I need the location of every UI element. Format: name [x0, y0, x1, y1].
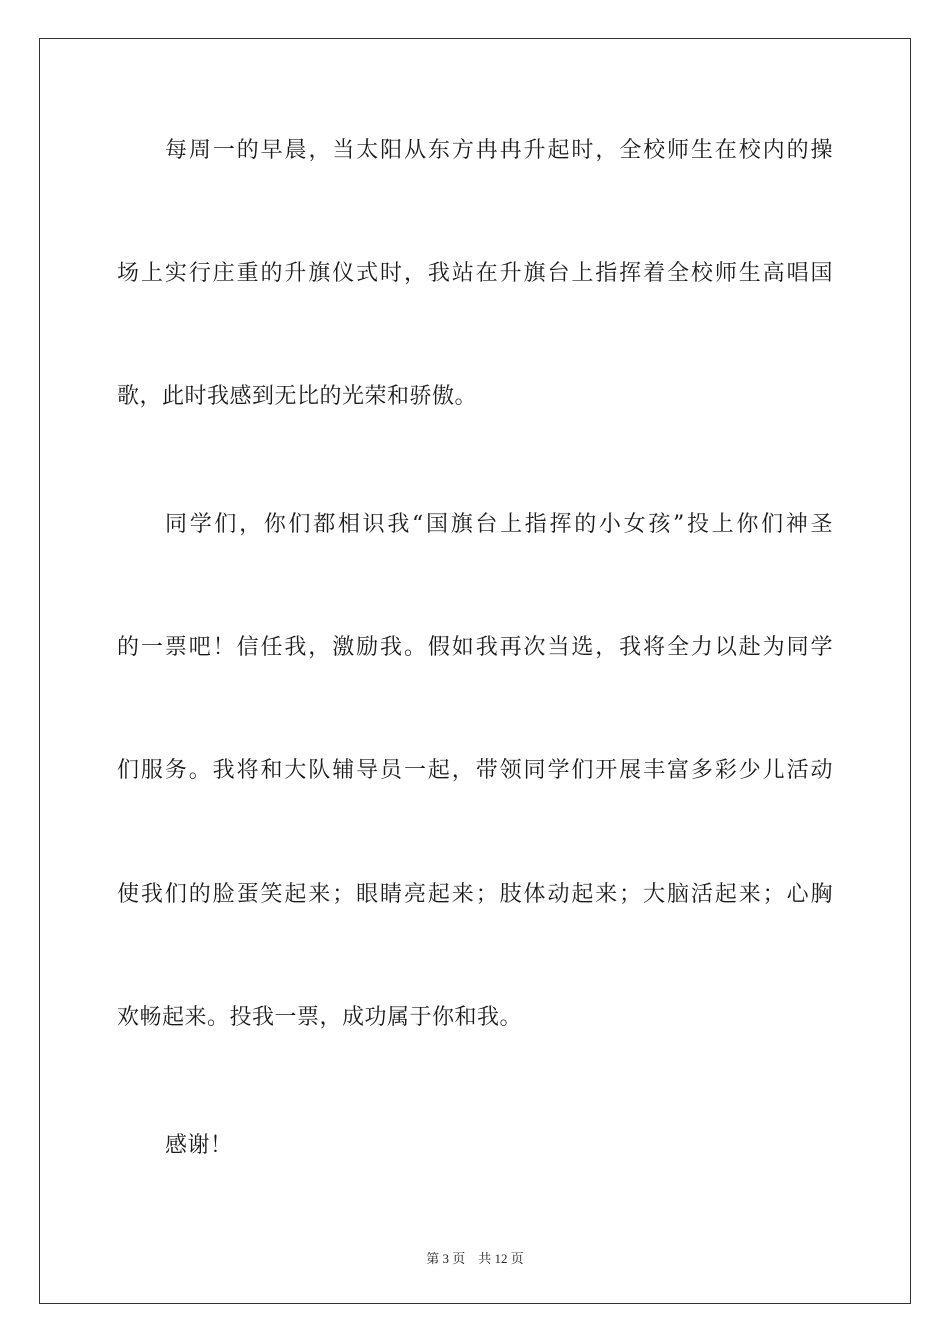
paragraph-2-line-1: 同学们，你们都相识我“国旗台上指挥的小女孩”投上你们神圣 — [165, 512, 833, 537]
paragraph-3-line-1: 感谢！ — [165, 1133, 233, 1158]
paragraph-1-line-1: 每周一的早晨，当太阳从东方冉冉升起时，全校师生在校内的操 — [165, 138, 833, 163]
page-number-footer: 第 3 页 共 12 页 — [426, 1251, 524, 1266]
paragraph-1-line-3: 歌，此时我感到无比的光荣和骄傲。 — [117, 384, 478, 409]
paragraph-1-line-2: 场上实行庄重的升旗仪式时，我站在升旗台上指挥着全校师生高唱国 — [117, 261, 833, 286]
paragraph-2-line-4: 使我们的脸蛋笑起来；眼睛亮起来；肢体动起来；大脑活起来；心胸 — [117, 882, 833, 907]
paragraph-2-line-2: 的一票吧！信任我，激励我。假如我再次当选，我将全力以赴为同学 — [117, 635, 833, 660]
paragraph-2-line-5: 欢畅起来。投我一票，成功属于你和我。 — [117, 1005, 523, 1030]
page-border — [39, 38, 911, 1304]
paragraph-2-line-3: 们服务。我将和大队辅导员一起，带领同学们开展丰富多彩少儿活动 — [117, 758, 833, 783]
